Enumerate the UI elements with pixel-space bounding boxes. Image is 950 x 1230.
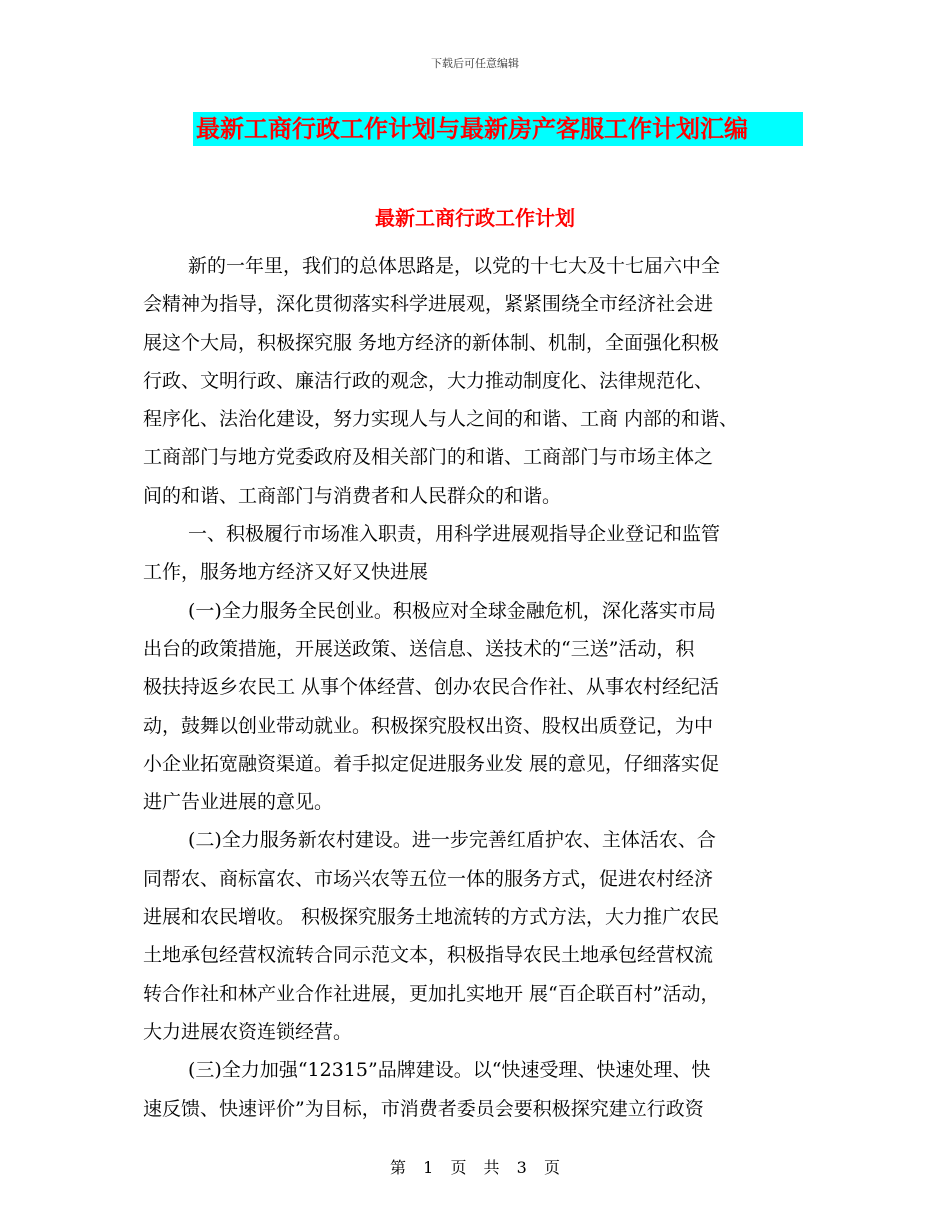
paragraph-line: 土地承包经营权流转合同示范文本，积极指导农民土地承包经营权流	[143, 944, 714, 967]
footer-total-pages: 3	[516, 1158, 527, 1177]
paragraph-line: 动，鼓舞以创业带动就业。积极探究股权出资、股权出质登记，为中	[143, 714, 714, 737]
paragraph-line: (二)全力服务新农村建设。进一步完善红盾护农、主体活农、合	[188, 829, 716, 852]
paragraph-line: 极扶持返乡农民工 从事个体经营、创办农民合作社、从事农村经纪活	[143, 676, 720, 699]
main-title: 最新工商行政工作计划与最新房产客服工作计划汇编	[193, 112, 803, 146]
footer-prefix: 第	[390, 1158, 407, 1177]
paragraph-line: 间的和谐、工商部门与消费者和人民群众的和谐。	[143, 484, 562, 507]
paragraph-line: 速反馈、快速评价”为目标，市消费者委员会要积极探究建立行政资	[143, 1097, 704, 1120]
paragraph-line: (一)全力服务全民创业。积极应对全球金融危机，深化落实市局	[188, 599, 716, 622]
paragraph-line: 出台的政策措施，开展送政策、送信息、送技术的“三送”活动，积	[143, 637, 695, 660]
paragraph-line: 展这个大局，积极探究服 务地方经济的新体制、机制，全面强化积极	[143, 331, 720, 354]
paragraph-line: 同帮农、商标富农、市场兴农等五位一体的服务方式，促进农村经济	[143, 867, 714, 890]
paragraph-line: 会精神为指导，深化贯彻落实科学进展观，紧紧围绕全市经济社会进	[143, 293, 714, 316]
body-text	[143, 247, 823, 1128]
footer-page-word: 页	[450, 1158, 467, 1177]
header-note: 下载后可任意编辑	[431, 57, 519, 70]
paragraph-line: (三)全力加强“12315”品牌建设。以“快速受理、快速处理、快	[188, 1059, 711, 1082]
footer-suffix: 页	[543, 1158, 560, 1177]
paragraph-line: 新的一年里，我们的总体思路是，以党的十七大及十七届六中全	[188, 255, 721, 277]
footer-total-word: 共	[483, 1158, 500, 1177]
paragraph-line: 程序化、法治化建设，努力实现人与人之间的和谐、工商 内部的和谐、	[143, 408, 739, 431]
paragraph-line: 工作，服务地方经济又好又快进展	[143, 561, 429, 584]
page-footer	[0, 1155, 950, 1178]
paragraph-line: 大力进展农资连锁经营。	[143, 1020, 353, 1043]
paragraph-line: 行政、文明行政、廉洁行政的观念，大力推动制度化、法律规范化、	[143, 369, 714, 392]
paragraph-line: 工商部门与地方党委政府及相关部门的和谐、工商部门与市场主体之	[143, 446, 714, 469]
paragraph-line: 进广告业进展的意见。	[143, 791, 334, 814]
paragraph-line: 进展和农民增收。 积极探究服务土地流转的方式方法，大力推广农民	[143, 906, 720, 929]
footer-page-number: 1	[423, 1158, 434, 1177]
paragraph-line: 小企业拓宽融资渠道。着手拟定促进服务业发 展的意见，仔细落实促	[143, 752, 720, 775]
paragraph-line: 一、积极履行市场准入职责，用科学进展观指导企业登记和监管	[188, 523, 721, 546]
paragraph-line: 转合作社和林产业合作社进展，更加扎实地开 展“百企联百村”活动，	[143, 982, 720, 1005]
section-title: 最新工商行政工作计划	[375, 206, 575, 230]
